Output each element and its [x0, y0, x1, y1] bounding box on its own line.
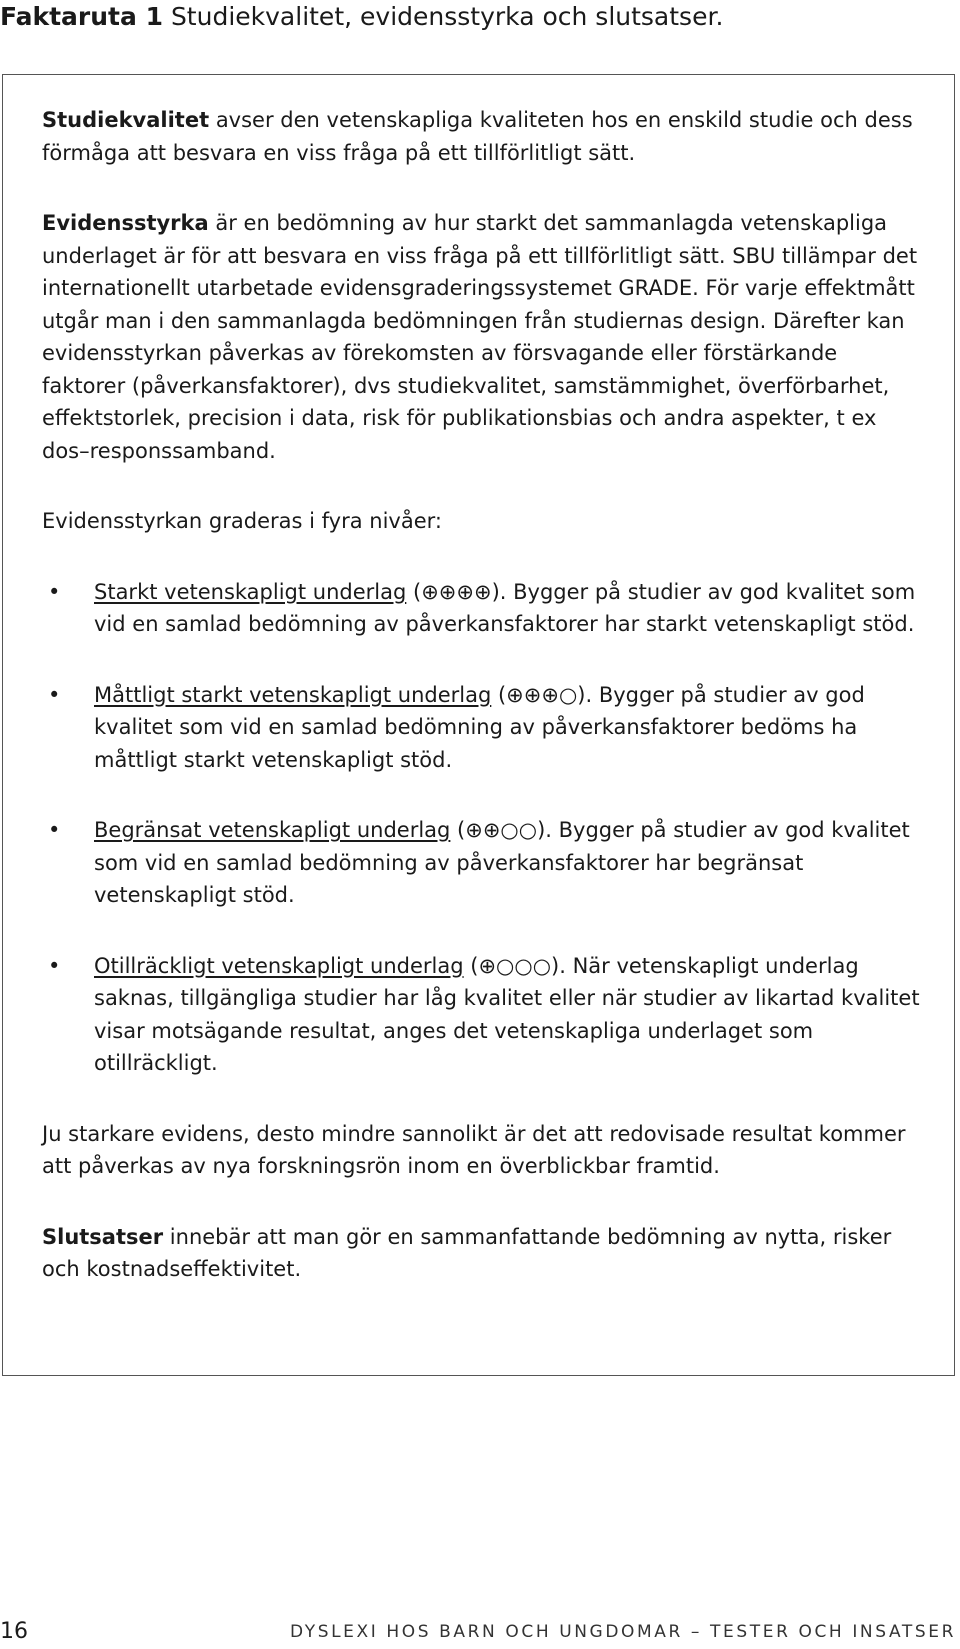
faktaruta-label: Faktaruta 1 [0, 2, 163, 31]
evidence-levels-list [42, 576, 922, 1080]
slutsatser-term: Slutsatser [42, 1224, 164, 1249]
fact-box-content [42, 104, 922, 1286]
list-item [42, 814, 922, 912]
page-footer [0, 1618, 956, 1646]
level-symbols: (⊕⊕⊕○) [491, 682, 586, 707]
faktaruta-heading [0, 0, 723, 34]
level-name: Begränsat vetenskapligt underlag [94, 818, 451, 842]
levels-intro: Evidensstyrkan graderas i fyra nivåer: [42, 509, 442, 533]
level-description: . Bygger på studier av god kvalitet som vid en samlad bedömning av påverkansfaktorer bedöms ha måttligt starkt vetenskapligt stöd. [94, 682, 865, 772]
level-description: . När vetenskapligt underlag saknas, tillgängliga studier har låg kvalitet eller när studier av likartad kvalitet visar motsägande resultat, anges det vetenskapliga underlaget som otillräckligt. [94, 953, 920, 1075]
studiekvalitet-term: Studiekvalitet [42, 108, 210, 132]
level-name: Måttligt starkt vetenskapligt underlag [94, 682, 492, 707]
faktaruta-title: Studiekvalitet, evidensstyrka och slutsatser. [170, 2, 724, 31]
running-title: DYSLEXI HOS BARN OCH UNGDOMAR – TESTER OCH INSATSER [289, 1622, 956, 1642]
bullet-icon: • [48, 953, 61, 978]
bullet-icon: • [48, 579, 61, 604]
evidensstyrka-term: Evidensstyrka [42, 211, 209, 235]
level-symbols: (⊕⊕⊕⊕) [406, 579, 500, 604]
level-description: . Bygger på studier av god kvalitet som vid en samlad bedömning av påverkansfaktorer har begränsat vetenskapligt stöd. [94, 818, 910, 907]
level-description: . Bygger på studier av god kvalitet som vid en samlad bedömning av påverkansfaktorer har starkt vetenskapligt stöd. [94, 579, 916, 636]
level-symbols: (⊕○○○) [463, 953, 560, 978]
list-item [42, 950, 922, 1080]
evidensstyrka-paragraph [42, 207, 922, 467]
slutsatser-text: innebär att man gör en sammanfattande bedömning av nytta, risker och kostnadseffektivitet. [42, 1224, 892, 1281]
list-item [42, 576, 922, 641]
level-symbols: (⊕⊕○○) [450, 818, 546, 842]
studiekvalitet-text: avser den vetenskapliga kvaliteten hos en enskild studie och dess förmåga att besvara en viss fråga på ett tillförlitligt sätt. [42, 108, 913, 165]
studiekvalitet-paragraph [42, 104, 922, 169]
evidensstyrka-text: är en bedömning av hur starkt det sammanlagda vetenskapliga underlaget är för att besvara en viss fråga på ett tillförlitligt sätt. SBU tillämpar det internationellt utarbetade evidensgraderingssystemet GRADE. För varje effektmått utgår man i den sammanlagda bedömningen från studiernas design. Därefter kan evidensstyrkan påverkas av förekomsten av försvagande eller förstärkande faktorer (påverkansfaktorer), dvs studiekvalitet, samstämmighet, överförbarhet, effektstorlek, precision i data, risk för publikationsbias och andra aspekter, t ex dos–responssamband. [42, 211, 918, 463]
closing-paragraph: Ju starkare evidens, desto mindre sannolikt är det att redovisade resultat kommer att påverkas av nya forskningsrön inom en överblickbar framtid. [42, 1121, 906, 1178]
list-item [42, 679, 922, 777]
bullet-icon: • [48, 682, 61, 707]
level-name: Starkt vetenskapligt underlag [94, 579, 407, 604]
bullet-icon: • [48, 818, 61, 842]
level-name: Otillräckligt vetenskapligt underlag [94, 953, 464, 978]
page-number: 16 [0, 1619, 28, 1644]
slutsatser-paragraph [42, 1221, 922, 1286]
